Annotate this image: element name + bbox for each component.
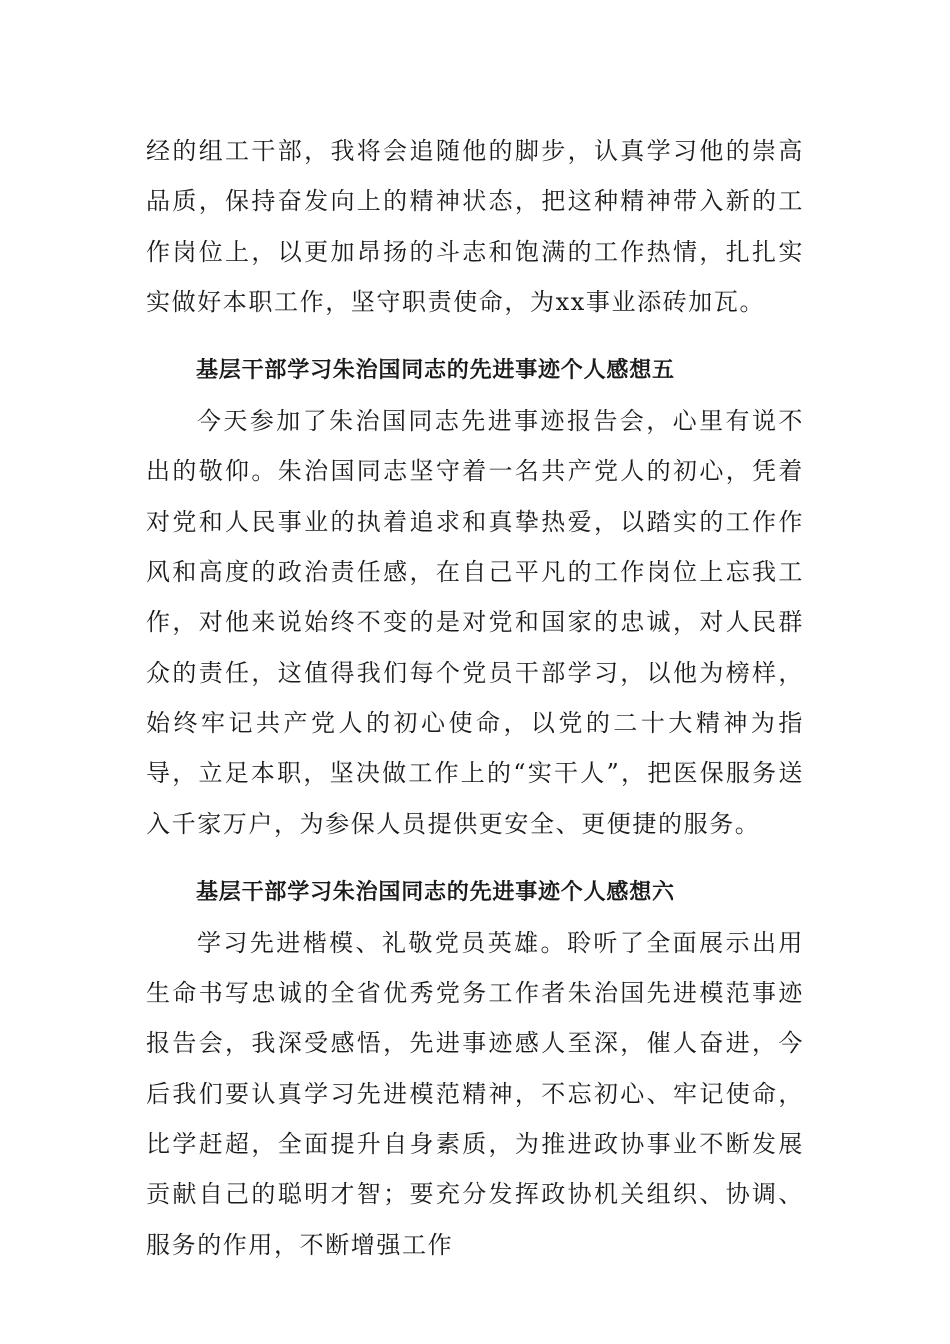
paragraph-six: 学习先进楷模、礼敬党员英雄。聆听了全面展示出用生命书写忠诚的全省优秀党务工作者朱治国先进模范事迹报告会，我深受感悟，先进事迹感人至深，催人奋进，今后我们要认真学习先进模范精神，不忘初心、牢记使命，比学赶超，全面提升自身素质，为推进政协事业不断发展贡献自己的聪明才智；要充分发挥政协机关组织、协调、服务的作用，不断增强工作 (146, 928, 804, 1259)
paragraph-five: 今天参加了朱治国同志先进事迹报告会，心里有说不出的敬仰。朱治国同志坚守着一名共产党人的初心，凭着对党和人民事业的执着追求和真挚热爱，以踏实的工作作风和高度的政治责任感，在自己平凡的工作岗位上忘我工作，对他来说始终不变的是对党和国家的忠诚，对人民群众的责任，这值得我们每个党员干部学习，以他为榜样，始终牢记共产党人的初心使命，以党的二十大精神为指导，立足本职，坚决做工作上的“实干人”，把医保服务送入千家万户，为参保人员提供更安全、更便捷的服务。 (146, 407, 804, 838)
paragraph-continuation: 经的组工干部，我将会追随他的脚步，认真学习他的崇高品质，保持奋发向上的精神状态，把这种精神带入新的工作岗位上，以更加昂扬的斗志和饱满的工作热情，扎扎实实做好本职工作，坚守职责使命，为xx事业添砖加瓦。 (146, 137, 804, 316)
document-body (146, 126, 804, 1270)
section-heading-six: 基层干部学习朱治国同志的先进事迹个人感想六 (196, 879, 675, 905)
section-heading-five: 基层干部学习朱治国同志的先进事迹个人感想五 (196, 358, 675, 384)
